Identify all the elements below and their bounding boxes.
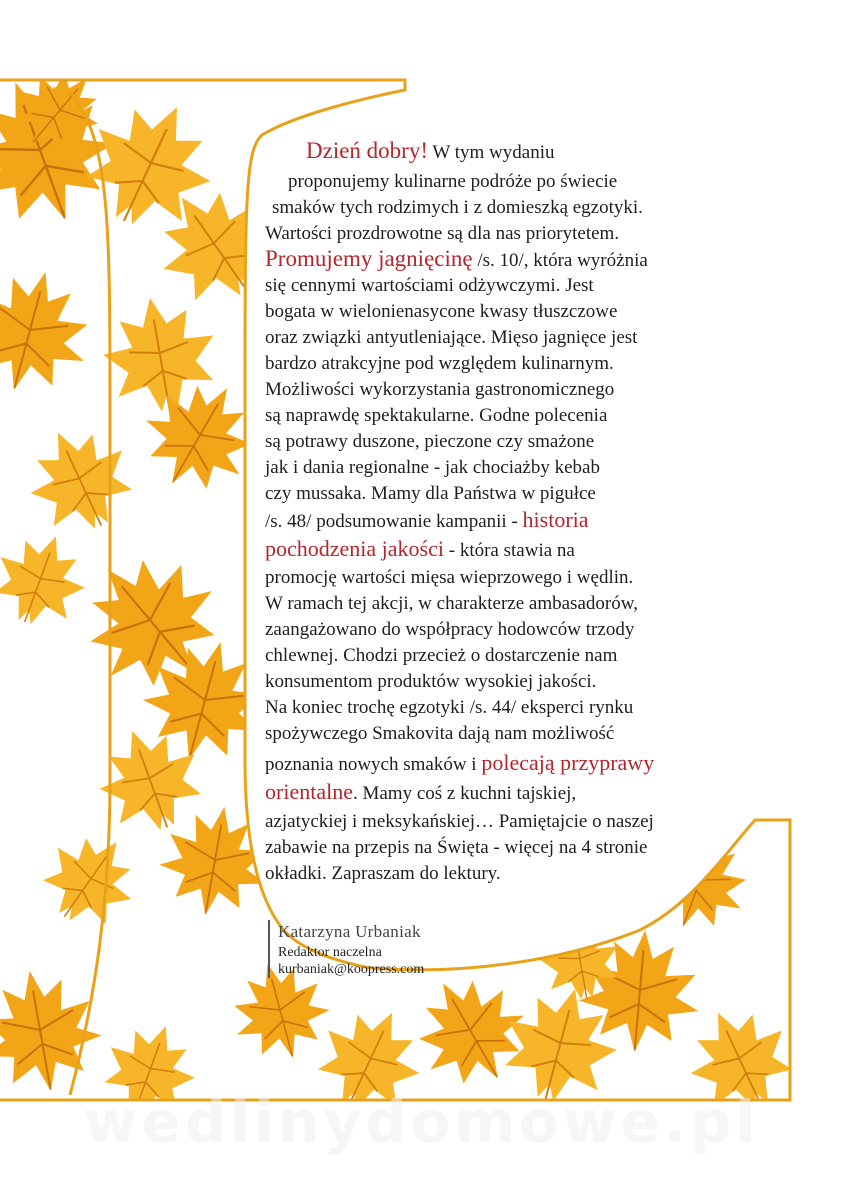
author-email: kurbaniak@koopress.com bbox=[278, 962, 425, 977]
body-line: są naprawdę spektakularne. Godne polecenia bbox=[265, 405, 608, 426]
body-line: zabawie na przepis na Święta - więcej na 4 stronie bbox=[265, 837, 648, 858]
body-line: chlewnej. Chodzi przecież o dostarczenie nam bbox=[265, 645, 618, 666]
body-line: się cennymi wartościami odżywczymi. Jest bbox=[265, 275, 594, 296]
body-line bbox=[265, 537, 575, 563]
body-line: czy mussaka. Mamy dla Państwa w pigułce bbox=[265, 483, 596, 504]
intro-rest: W tym wydaniu bbox=[428, 142, 555, 163]
intro-line bbox=[306, 139, 555, 165]
body-line bbox=[265, 751, 654, 777]
body-line bbox=[265, 780, 576, 806]
body-line: azjatyckiej i meksykańskiej… Pamiętajcie o naszej bbox=[265, 811, 654, 832]
signature-block bbox=[268, 920, 424, 978]
body-text: . Mamy coś z kuchni tajskiej, bbox=[352, 783, 577, 804]
highlight-history: historia bbox=[522, 507, 589, 532]
body-line: bogata w wielonienasycone kwasy tłuszczowe bbox=[265, 301, 618, 322]
body-line: proponujemy kulinarne podróże po świecie bbox=[288, 171, 618, 192]
body-line: spożywczego Smakovita dają nam możliwość bbox=[265, 723, 615, 744]
body-line: konsumentom produktów wysokiej jakości. bbox=[265, 671, 597, 692]
body-line: okładki. Zapraszam do lektury. bbox=[265, 863, 501, 884]
body-text: /s. 48/ podsumowanie kampanii - bbox=[265, 511, 523, 532]
highlight-quality-origin: pochodzenia jakości bbox=[265, 536, 444, 561]
highlight-oriental: orientalne bbox=[265, 779, 353, 804]
body-text: /s. 10/, która wyróżnia bbox=[472, 250, 648, 271]
body-line: promocję wartości mięsa wieprzowego i wędlin. bbox=[265, 567, 634, 588]
body-line: Na koniec trochę egzotyki /s. 44/ eksperci rynku bbox=[265, 697, 634, 718]
highlight-spices: polecają przyprawy bbox=[481, 750, 655, 775]
body-line: oraz związki antyutleniające. Mięso jagnięce jest bbox=[265, 327, 638, 348]
author-role: Redaktor naczelna bbox=[278, 945, 382, 960]
highlight-lamb: Promujemy jagnięcinę bbox=[265, 246, 473, 271]
body-text: - która stawia na bbox=[444, 540, 575, 561]
body-line: jak i dania regionalne - jak chociażby kebab bbox=[265, 457, 600, 478]
body-line: smaków tych rodzimych i z domieszką egzotyki. bbox=[272, 197, 643, 218]
body-line: W ramach tej akcji, w charakterze ambasadorów, bbox=[265, 593, 638, 614]
body-line bbox=[265, 247, 648, 273]
author-name: Katarzyna Urbaniak bbox=[278, 922, 421, 941]
body-line: Możliwości wykorzystania gastronomicznego bbox=[265, 379, 615, 400]
watermark: wedlinydomowe.pl bbox=[83, 1088, 760, 1156]
body-line bbox=[265, 508, 589, 534]
body-line: Wartości prozdrowotne są dla nas priorytetem. bbox=[265, 223, 620, 244]
body-line: zaangażowano do współpracy hodowców trzody bbox=[265, 619, 635, 640]
body-line: bardzo atrakcyjne pod względem kulinarnym. bbox=[265, 353, 614, 374]
greeting: Dzień dobry! bbox=[306, 138, 428, 163]
body-line: są potrawy duszone, pieczone czy smażone bbox=[265, 431, 595, 452]
body-text: poznania nowych smaków i bbox=[265, 754, 482, 775]
